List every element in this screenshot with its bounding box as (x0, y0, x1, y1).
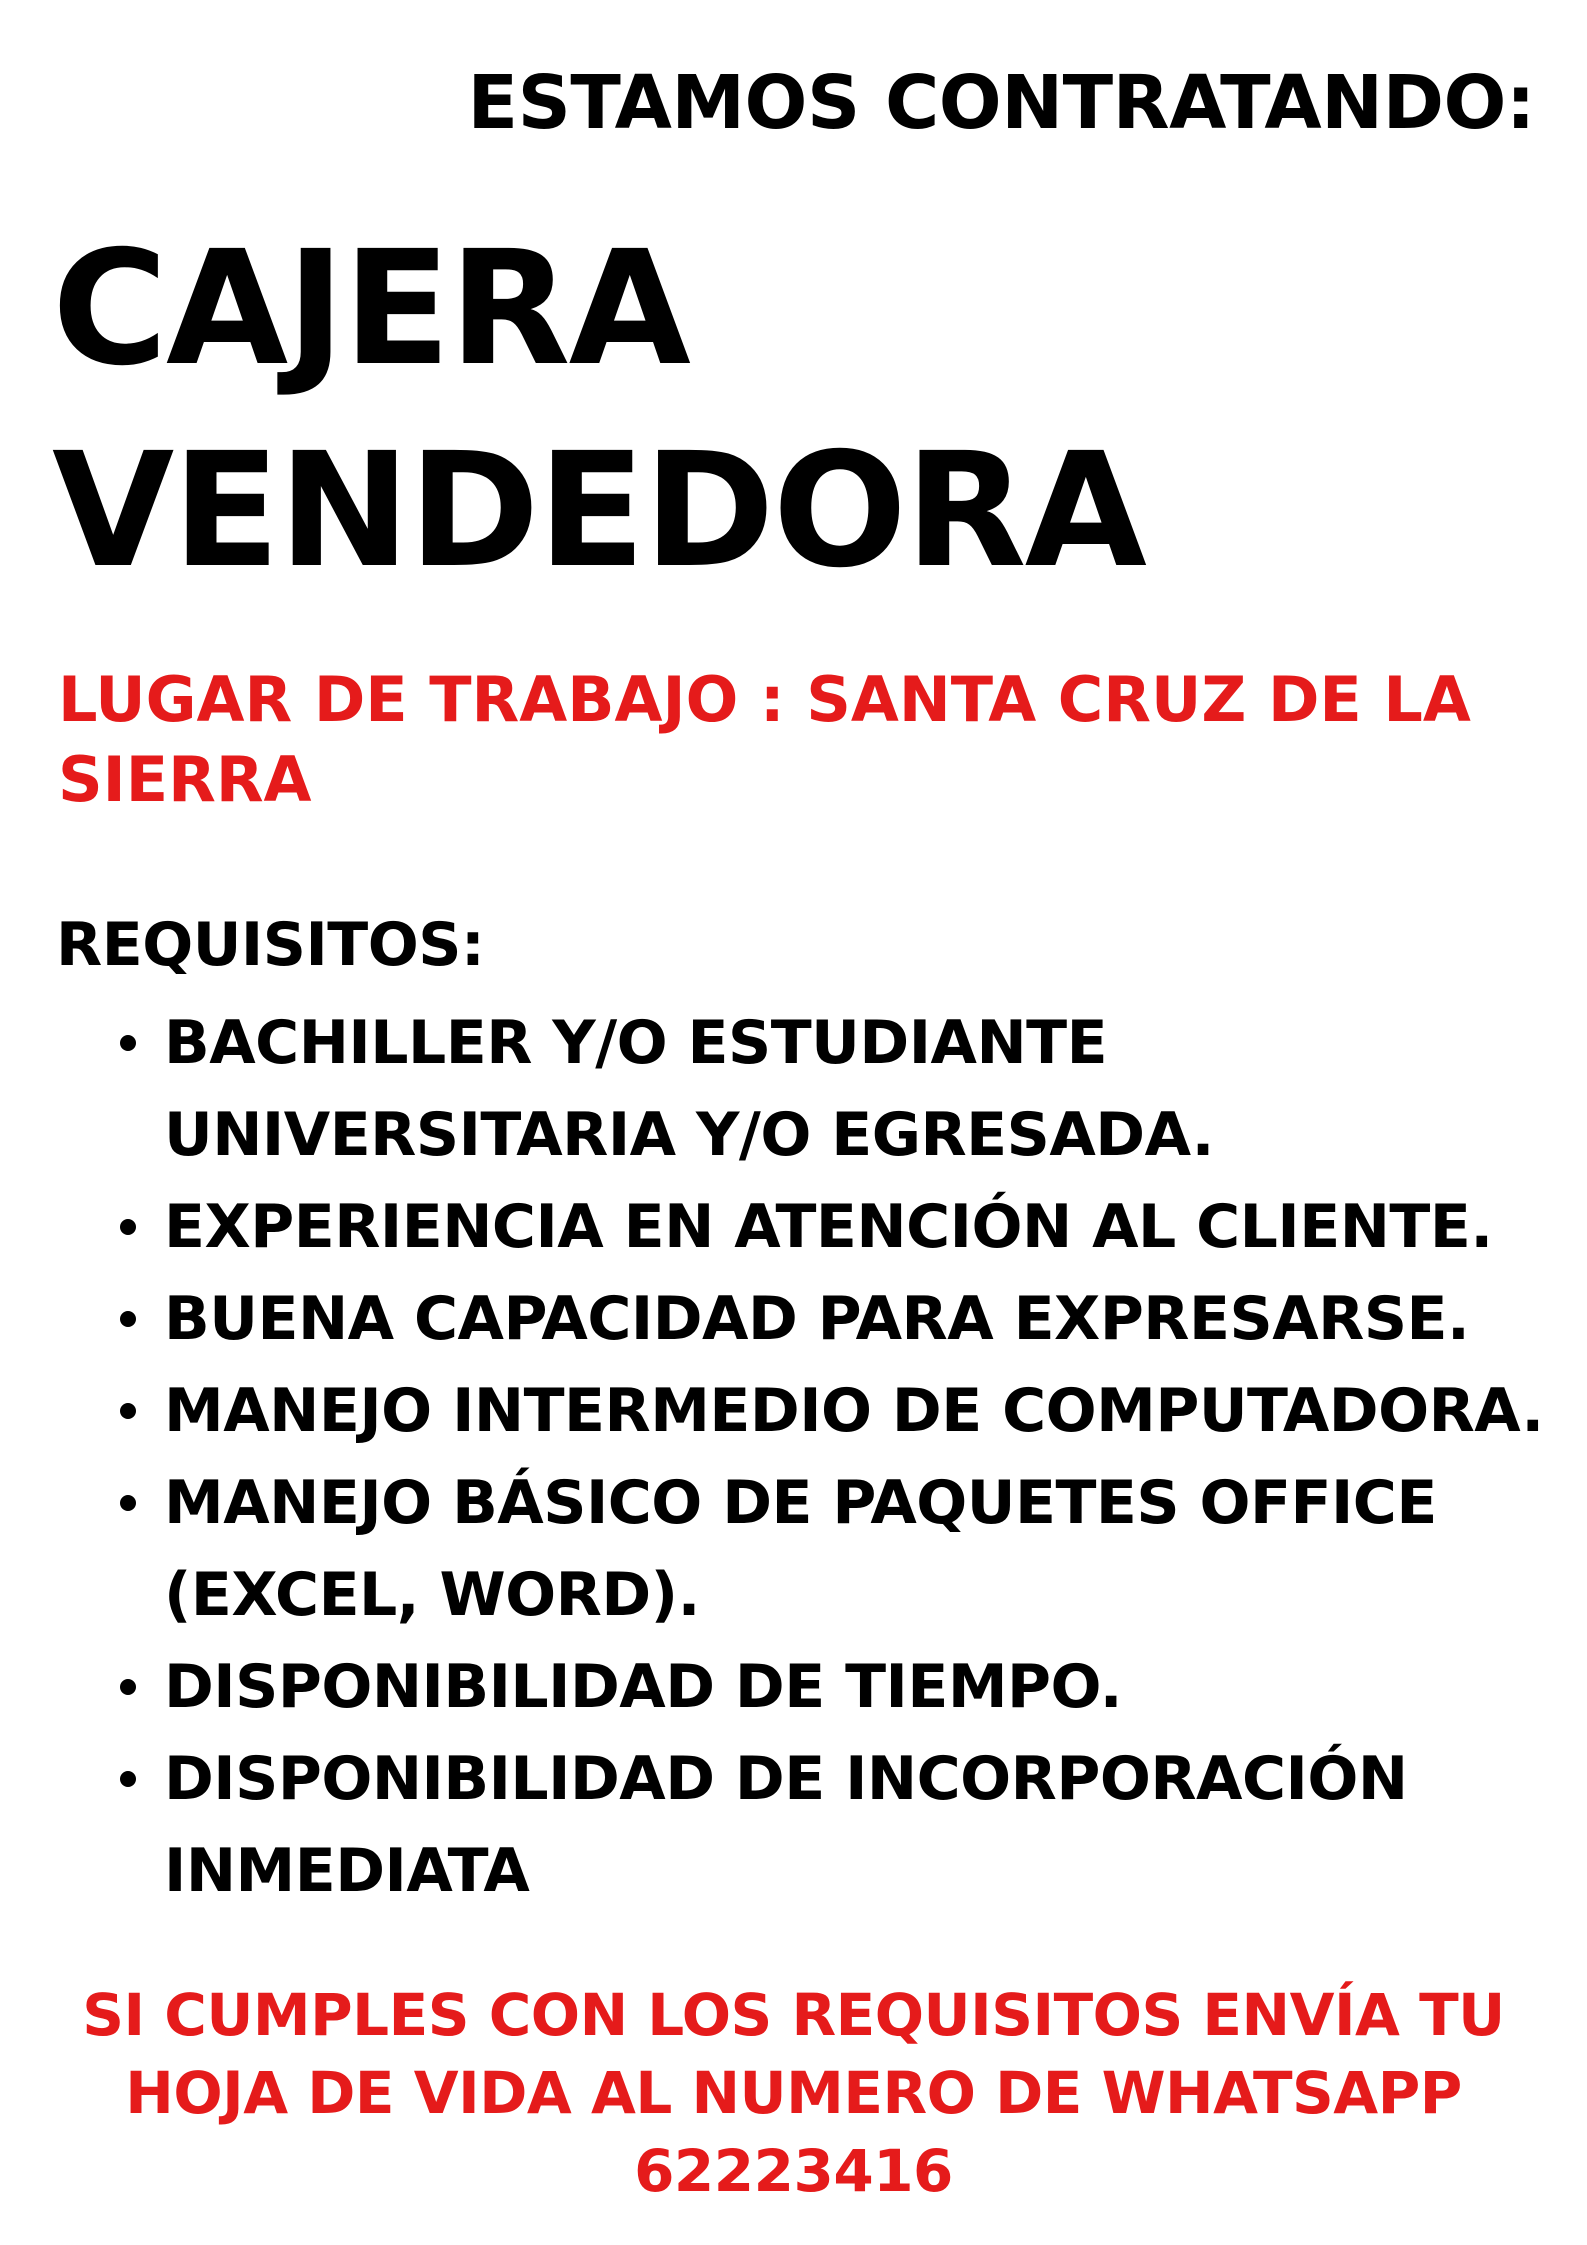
bullet-icon (120, 1495, 136, 1511)
bullet-icon (120, 1403, 136, 1419)
cta-line-1: SI CUMPLES CON LOS REQUISITOS ENVÍA TU (82, 1981, 1505, 2049)
bullet-icon (120, 1771, 136, 1787)
bullet-icon (120, 1679, 136, 1695)
requirements-label: REQUISITOS: (56, 910, 485, 980)
requirement-text: MANEJO BÁSICO DE PAQUETES OFFICE (EXCEL, WORD). (164, 1468, 1437, 1630)
requirement-item (120, 1733, 1580, 1917)
requirement-item (120, 1457, 1580, 1641)
requirement-text: DISPONIBILIDAD DE INCORPORACIÓN INMEDIATA (164, 1744, 1408, 1906)
work-location: LUGAR DE TRABAJO : SANTA CRUZ DE LA SIERRA (58, 663, 1471, 816)
requirement-item (120, 1273, 1580, 1365)
bullet-icon (120, 1219, 136, 1235)
job-title-line-1: CAJERA (52, 217, 689, 401)
requirement-text: DISPONIBILIDAD DE TIEMPO. (164, 1652, 1122, 1722)
whatsapp-number: 62223416 (634, 2137, 953, 2205)
requirement-text: MANEJO INTERMEDIO DE COMPUTADORA. (164, 1376, 1544, 1446)
requirement-text: BACHILLER Y/O ESTUDIANTE UNIVERSITARIA Y/O EGRESADA. (164, 1008, 1214, 1170)
requirements-list (120, 997, 1580, 1917)
requirement-item (120, 1641, 1580, 1733)
requirement-item (120, 1365, 1580, 1457)
job-title (52, 208, 1145, 612)
requirement-item (120, 1181, 1580, 1273)
call-to-action (60, 1976, 1527, 2210)
job-title-line-2: VENDEDORA (52, 419, 1145, 603)
requirement-text: EXPERIENCIA EN ATENCIÓN AL CLIENTE. (164, 1192, 1493, 1262)
hiring-heading: ESTAMOS CONTRATANDO: (467, 60, 1535, 146)
requirement-text: BUENA CAPACIDAD PARA EXPRESARSE. (164, 1284, 1470, 1354)
bullet-icon (120, 1311, 136, 1327)
requirement-item (120, 997, 1580, 1181)
bullet-icon (120, 1035, 136, 1051)
cta-line-2: HOJA DE VIDA AL NUMERO DE WHATSAPP (125, 2059, 1462, 2127)
